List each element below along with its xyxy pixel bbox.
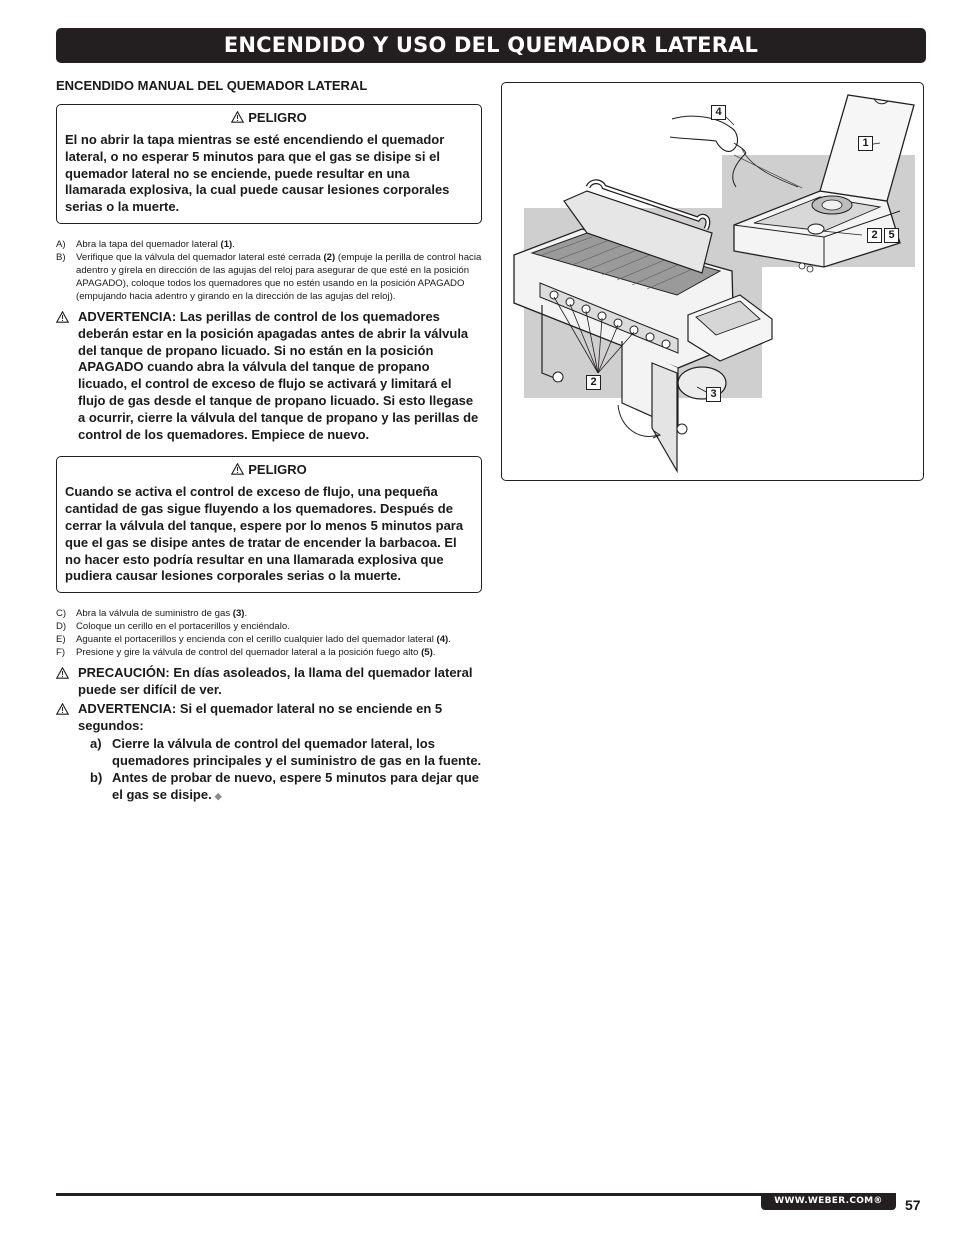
retry-subitems: [78, 736, 482, 804]
instructions-column: [56, 78, 482, 805]
section-title: ENCENDIDO MANUAL DEL QUEMADOR LATERAL: [56, 78, 368, 93]
callout-3: 3: [706, 387, 721, 402]
danger-title: PELIGRO: [248, 462, 307, 478]
steps-list-1: [56, 238, 482, 303]
callout-2-knobs: 2: [586, 375, 601, 390]
list-item: F) Presione y gire la válvula de control del quemador lateral a la posición fuego alto (5).: [56, 647, 436, 659]
list-item: D) Coloque un cerillo en el portacerillos y enciéndalo.: [56, 621, 290, 633]
warning-triangle-icon: [56, 667, 69, 679]
warning-triangle-icon: [56, 311, 69, 323]
callout-2-burner: 2: [867, 228, 882, 243]
danger-text: Cuando se activa el control de exceso de flujo, una pequeña cantidad de gas sigue fluyendo a los quemadores. Después de cerrar la válvula del tanque, espere por lo menos 5 minutos para que el gas se disipe antes de tratar de encender la barbacoa. El no hacer esto podría resultar en una llamarada explosiva que pudiera causar lesiones corporales serias o la muerte.: [65, 484, 464, 584]
danger-text: El no abrir la tapa mientras se esté encendiendo el quemador lateral, o no esperar 5 minutos para que el gas se disipe si el quemador lateral no se enciende, puede resultar en una llamarada explosiva, la cual puede causar lesiones corporales serias o la muerte.: [65, 132, 450, 215]
list-item: E) Aguante el portacerillos y encienda con el cerillo cualquier lado del quemador lateral (4).: [56, 634, 451, 646]
warning-triangle-icon: [231, 463, 244, 475]
warning-triangle-icon: [56, 703, 69, 715]
list-item: C) Abra la válvula de suministro de gas (3).: [56, 608, 248, 620]
danger-box-2: [56, 456, 482, 593]
danger-title: PELIGRO: [248, 110, 307, 125]
danger-box-1: [56, 104, 482, 224]
page-title: ENCENDIDO Y USO DEL QUEMADOR LATERAL: [223, 33, 759, 57]
side-burner-illustration: [501, 82, 924, 481]
list-item: B) Verifique que la válvula del quemador lateral esté cerrada (2) (empuje la perilla de control hacia adentro y gírela en dirección de las agujas del reloj para asegurar de que esté en la posición APAGADO), coloque todos los quemadores que no estén usando en la posición APAGADO (empujando hacia adentro y girando en la dirección de las agujas del reloj).: [56, 251, 482, 302]
caution-note: PRECAUCIÓN: En días asoleados, la llama del quemador lateral puede ser difícil de ver.: [56, 665, 482, 699]
footer-url: WWW.WEBER.COM®: [761, 1193, 896, 1210]
callout-4: 4: [711, 105, 726, 120]
callout-1: 1: [858, 136, 873, 151]
callout-5: 5: [884, 228, 899, 243]
warning-note-1: ADVERTENCIA: Las perillas de control de los quemadores deberán estar en la posición apagadas antes de abrir la válvula del tanque de propano licuado. Si no están en la posición APAGADO cuando abra la válvula del tanque de propano licuado, el control de exceso de flujo se activará y limitará el flujo de gas desde el tanque de propano licuado. Si esto llegase a ocurrir, cierre la válvula del tanque de propano y las perillas de control de los quemadores. Empiece de nuevo.: [56, 309, 482, 443]
page-number: 57: [905, 1197, 921, 1213]
steps-list-2: [56, 607, 482, 659]
page-header: [56, 28, 926, 63]
list-item: a) Cierre la válvula de control del quemador lateral, los quemadores principales y el suministro de gas en la fuente.: [90, 736, 482, 769]
list-item: b) Antes de probar de nuevo, espere 5 minutos para dejar que el gas se disipe. ◆: [90, 769, 479, 802]
warning-triangle-icon: [231, 111, 244, 123]
list-item: A) Abra la tapa del quemador lateral (1).: [56, 238, 235, 250]
warning-note-2: ADVERTENCIA: Si el quemador lateral no se enciende en 5 segundos:: [56, 701, 482, 735]
end-mark-icon: ◆: [214, 790, 222, 801]
